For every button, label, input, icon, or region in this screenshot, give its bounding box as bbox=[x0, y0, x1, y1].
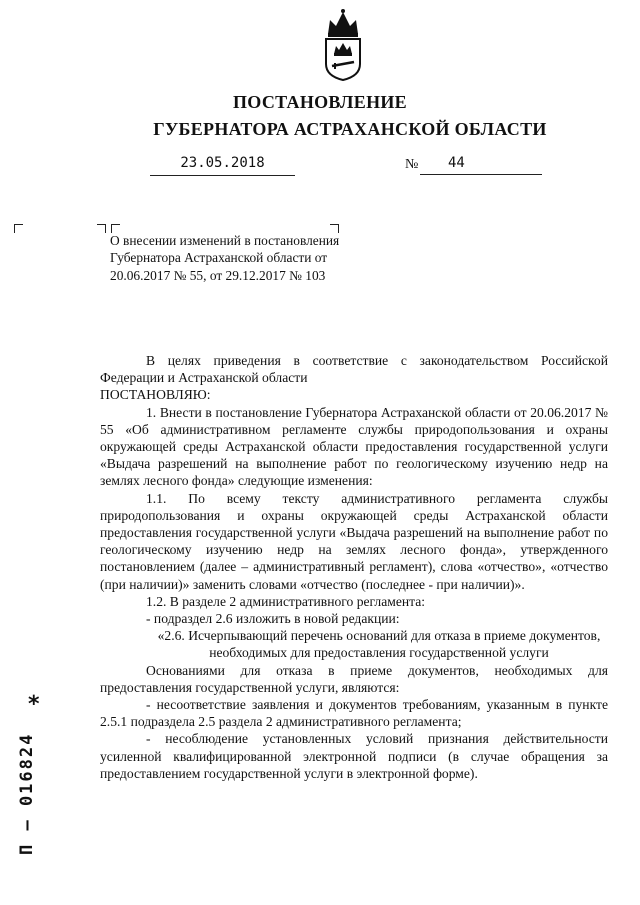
document-body bbox=[100, 352, 608, 782]
resolution-word: ПОСТАНОВЛЯЮ: bbox=[100, 387, 211, 403]
paragraph-1-2: 1.2. В разделе 2 административного регламента: bbox=[146, 593, 426, 609]
paragraph-item-1: - несоответствие заявления и документов требованиям, указанным в пункте 2.5.1 подраздела 2.5 раздела 2 административного регламента; bbox=[100, 697, 608, 730]
bracket-corner-left bbox=[14, 224, 23, 233]
serial-stamp: П – 016824 bbox=[17, 732, 37, 855]
serial-star: * bbox=[28, 692, 40, 717]
number-label: № bbox=[405, 157, 419, 172]
preamble: В целях приведения в соответствие с законодательством Российской Федерации и Астраханской области bbox=[100, 353, 608, 386]
paragraph-1-1: 1.1. По всему тексту административного регламента службы природопользования и охраны окружающей среды Астраханской области предоставления государственной услуги «Выдача разрешений на выполнение работ по геологическому изучению недр на землях лесного фонда», утвержденного постановлением (далее – административный регламент), слова «отчество», «отчество (при наличии)» заменить словами «отчество (последнее - при наличии)». bbox=[100, 490, 608, 592]
document-subject: О внесении изменений в постановления Губернатора Астраханской области от 20.06.2017 № 55, от 29.12.2017 № 103 bbox=[110, 233, 340, 283]
number-field: 44 bbox=[420, 155, 542, 175]
date-field: 23.05.2018 bbox=[150, 155, 295, 176]
paragraph-1: 1. Внести в постановление Губернатора Астраханской области от 20.06.2017 № 55 «Об административном регламенте службы природопользования и охраны окружающей среды Астраханской области предоставления государственной услуги «Выдача разрешений на выполнение работ по геологическому изучению недр на землях лесного фонда» следующие изменения: bbox=[100, 404, 608, 489]
document-title: ПОСТАНОВЛЕНИЕ bbox=[233, 92, 407, 112]
paragraph-quote-heading: «2.6. Исчерпывающий перечень оснований для отказа в приеме документов, необходимых для предоставления государственной услуги bbox=[157, 628, 601, 661]
paragraph-subsection: - подраздел 2.6 изложить в новой редакции: bbox=[146, 611, 400, 627]
coat-of-arms-icon bbox=[320, 6, 366, 82]
paragraph-item-2: - несоблюдение установленных условий признания действительности усиленной квалифицированной электронной подписи (в случае обращения за предоставлением государственной услуги в электронной форме). bbox=[100, 731, 608, 781]
bracket-corner-right bbox=[97, 224, 106, 233]
document-issuer: ГУБЕРНАТОРА АСТРАХАНСКОЙ ОБЛАСТИ bbox=[153, 119, 547, 139]
paragraph-grounds: Основаниями для отказа в приеме документов, необходимых для предоставления государственной услуги, являются: bbox=[100, 662, 608, 695]
